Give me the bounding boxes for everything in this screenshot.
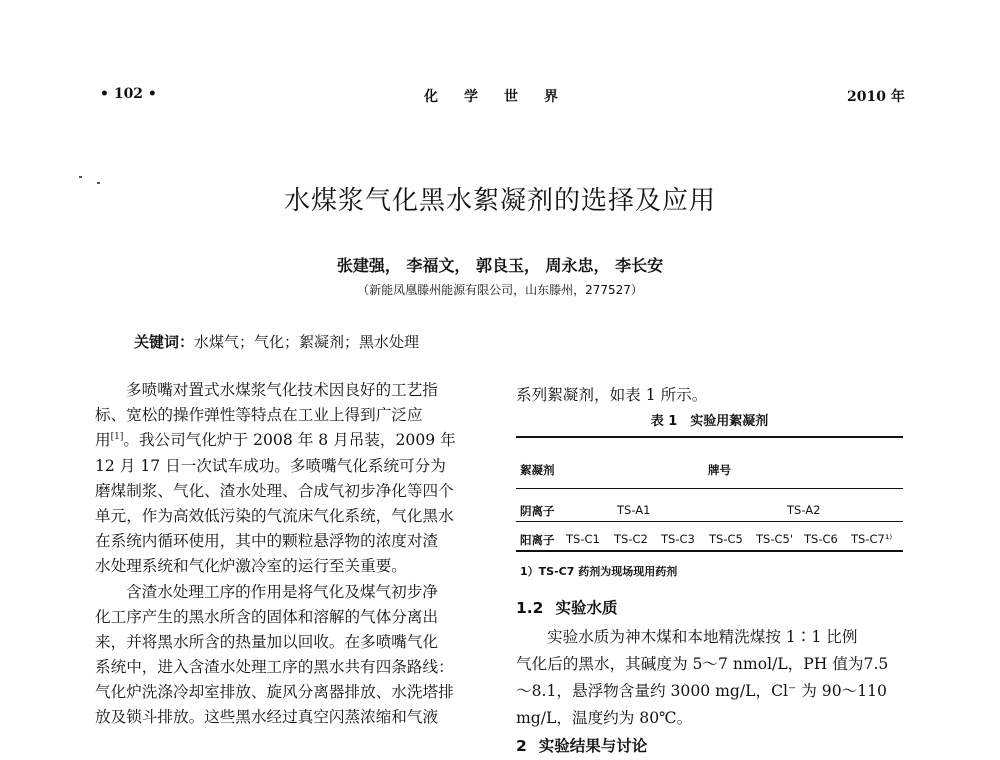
body-line-end: 。我公司气化炉于 2008 年 8 月吊装，2009 年 — [123, 431, 456, 450]
table-cell: TS-C5 — [709, 532, 743, 546]
affiliation: （新能凤凰滕州能源有限公司，山东滕州，277527） — [357, 283, 643, 297]
body-line: 水处理系统和气化炉激冷室的运行至关重要。 — [95, 557, 407, 576]
body-line: 多喷嘴对置式水煤浆气化技术因良好的工艺指 — [126, 381, 438, 399]
keywords — [134, 331, 419, 352]
body-line: 系统中，进入含渣水处理工序的黑水共有四条路线： — [95, 658, 454, 677]
body-line: 化工序产生的黑水所含的固体和溶解的气体分离出 — [95, 607, 439, 626]
keywords-text: 水煤气；气化；絮凝剂；黑水处理 — [194, 333, 420, 351]
body-line — [95, 428, 488, 453]
table-cell: TS-C7¹⁾ — [851, 532, 893, 546]
body-line-start: 用 — [95, 431, 111, 450]
body-line: 气化后的黑水，其碱度为 5～7 nmol/L，PH 值为7.5 — [516, 655, 889, 673]
body-line: 单元，作为高效低污染的气流床气化系统，气化黑水 — [95, 506, 454, 525]
table-caption: 表 1 实验用絮凝剂 — [650, 414, 769, 429]
author-list: 张建强， 李福文， 郭良玉， 周永忠， 李长安 — [336, 256, 664, 275]
table-intro: 系列絮凝剂，如表 1 所示。 — [516, 386, 708, 404]
table-top-rule — [516, 436, 903, 438]
section-title: 实验水质 — [555, 599, 618, 617]
table-cell: TS-C2 — [614, 532, 648, 546]
body-line: 在系统内循环使用，其中的颗粒悬浮物的浓度对渣 — [95, 532, 439, 551]
table-row-rule — [516, 521, 903, 522]
journal-name: 化学世界 — [424, 89, 584, 105]
table-footnote: 1）TS-C7 药剂为现场现用药剂 — [520, 565, 678, 578]
table-cell: TS-C3 — [661, 532, 695, 546]
page-number: • 102 • — [100, 86, 157, 102]
body-line: 含渣水处理工序的作用是将气化及煤气初步净 — [126, 582, 438, 601]
body-line: 12 月 17 日一次试车成功。多喷嘴气化系统可分为 — [95, 456, 446, 475]
body-line: 放及锁斗排放。这些黑水经过真空闪蒸浓缩和气液 — [95, 708, 439, 727]
section-heading-2 — [516, 734, 647, 756]
section-number: 1.2 — [516, 599, 544, 617]
body-line: mg/L，温度约为 80℃。 — [516, 709, 693, 727]
section-heading-1-2 — [516, 596, 617, 618]
body-line: 标、宽松的操作弹性等特点在工业上得到广泛应 — [95, 406, 423, 425]
keywords-label: 关键词： — [134, 333, 195, 351]
table-bottom-rule — [516, 550, 903, 552]
body-line: 实验水质为神木煤和本地精洗煤按 1∶1 比例 — [547, 628, 858, 646]
table-mid-rule — [516, 488, 903, 489]
table-header-brand: 牌号 — [708, 463, 731, 477]
body-line: 磨煤制浆、气化、渣水处理、合成气初步净化等四个 — [95, 481, 454, 500]
citation-mark: [1] — [110, 432, 124, 443]
table-cell: TS-A2 — [787, 503, 821, 517]
body-line: 来，并将黑水所含的热量加以回收。在多喷嘴气化 — [95, 632, 439, 651]
body-line: 气化炉洗涤冷却室排放、旋风分离器排放、水洗塔排 — [95, 683, 454, 702]
section-title: 实验结果与讨论 — [538, 737, 648, 755]
table-cell: TS-C6 — [804, 532, 838, 546]
table-header-flocculant: 絮凝剂 — [520, 463, 555, 477]
table-row-anion-label: 阴离子 — [520, 504, 555, 518]
paper-title: 水煤浆气化黑水絮凝剂的选择及应用 — [283, 186, 716, 216]
body-line: ～8.1，悬浮物含量约 3000 mg/L，Cl⁻ 为 90～110 — [516, 682, 887, 700]
left-column — [95, 378, 488, 731]
table-cell: TS-C5' — [756, 532, 793, 546]
table-cell: TS-C1 — [566, 532, 600, 546]
scan-speck — [79, 176, 82, 178]
section-number: 2 — [516, 737, 527, 755]
table-cell: TS-A1 — [617, 503, 651, 517]
publication-year: 2010 年 — [847, 89, 905, 105]
table-row-cation-label: 阳离子 — [520, 533, 555, 547]
